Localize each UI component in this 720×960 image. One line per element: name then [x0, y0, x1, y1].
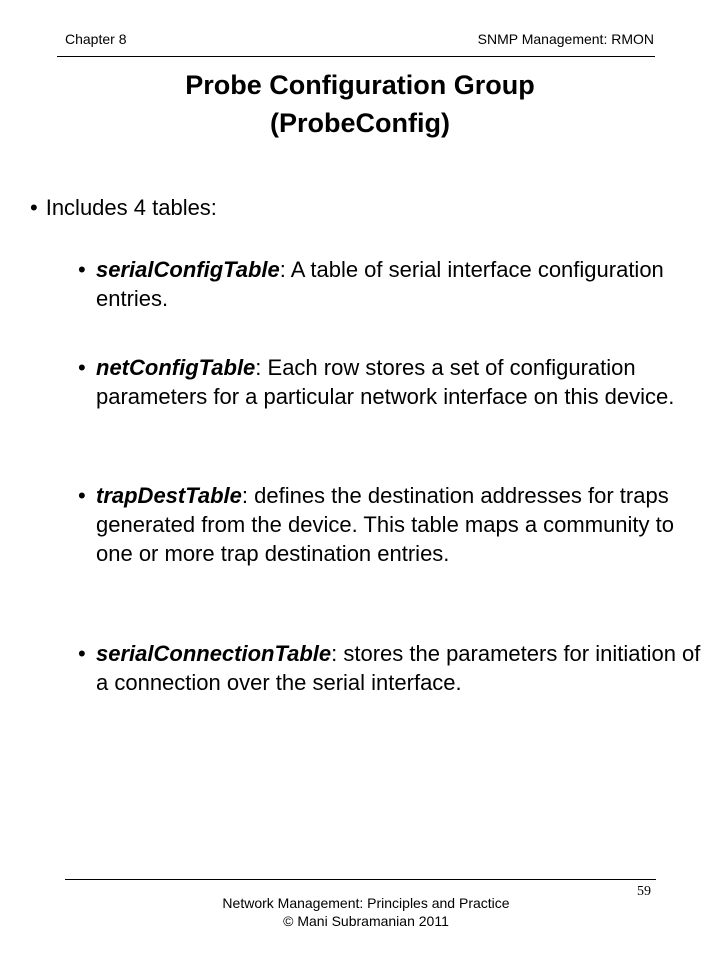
- chapter-title: SNMP Management: RMON: [477, 31, 654, 47]
- list-item: [78, 639, 708, 697]
- list-item: [78, 255, 708, 313]
- slide-title-line-2: (ProbeConfig): [270, 108, 450, 138]
- table-name: serialConnectionTable: [96, 641, 332, 666]
- table-name: netConfigTable: [96, 355, 256, 380]
- footer-divider: [65, 879, 656, 880]
- slide-title: [0, 66, 720, 142]
- slide-title-line-1: Probe Configuration Group: [185, 70, 535, 100]
- table-name: trapDestTable: [96, 483, 242, 508]
- footer-book-title: Network Management: Principles and Practice: [222, 895, 510, 911]
- table-description: : stores the parameters for initiation of a connection over the serial interface.: [96, 641, 701, 695]
- bullet-icon: •: [30, 195, 38, 220]
- chapter-label: Chapter 8: [65, 31, 127, 47]
- list-item: [78, 353, 708, 411]
- table-description: : A table of serial interface configuration entries.: [96, 257, 664, 311]
- bullet-icon: •: [78, 483, 86, 508]
- bullet-icon: •: [78, 257, 86, 282]
- intro-bullet: [30, 193, 217, 223]
- table-name: serialConfigTable: [96, 257, 280, 282]
- header-divider: [57, 56, 655, 57]
- table-description: : Each row stores a set of configuration parameters for a particular network interface on this device.: [96, 355, 675, 409]
- intro-text: Includes 4 tables:: [45, 195, 217, 220]
- page-number: 59: [637, 884, 651, 899]
- table-description: : defines the destination addresses for traps generated from the device. This table maps a community to one or more trap destination entries.: [96, 483, 674, 566]
- footer-credit: [0, 894, 720, 930]
- bullet-icon: •: [78, 355, 86, 380]
- list-item: [78, 481, 708, 568]
- bullet-icon: •: [78, 641, 86, 666]
- footer-copyright: © Mani Subramanian 2011: [283, 913, 449, 929]
